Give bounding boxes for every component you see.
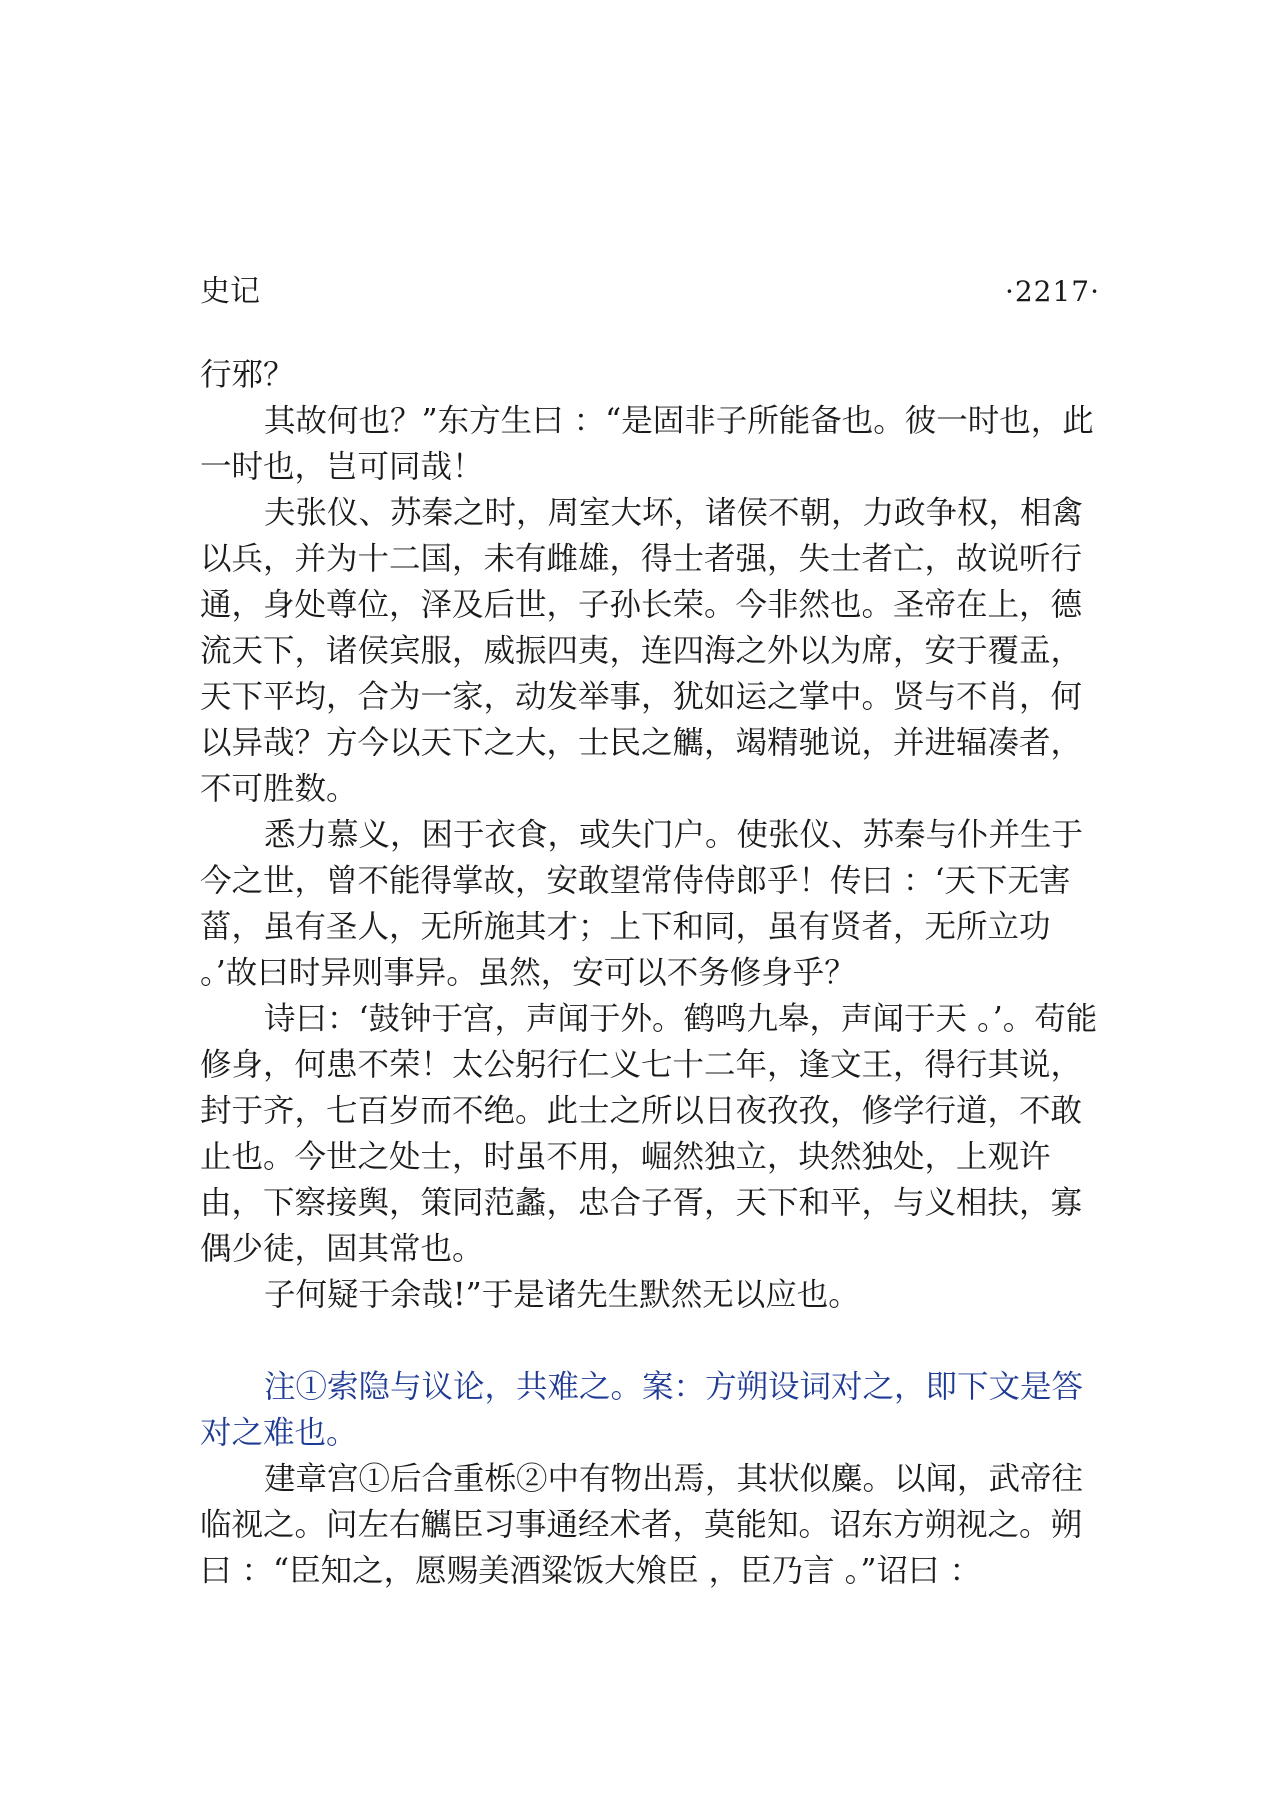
paragraph-dongfang-reply: 其故何也？”东方生曰 ：“是固非子所能备也。彼一时也，此一时也，岂可同哉！	[200, 403, 1094, 485]
paragraph-devotion: 悉力慕义，困于衣食，或失门户。使张仪、苏秦与仆并生于今之世，曾不能得掌故，安敢望常侍侍郎乎！传曰 ：‘天下无害菑，虽有圣人，无所施其才；上下和同，虽有贤者，无所立功 。’故曰时异则事异。虽然，安可以不务修身乎？	[200, 817, 1084, 991]
paragraph-conclusion: 子何疑于余哉!”于是诸先生默然无以应也。	[264, 1277, 860, 1313]
paragraph-jianzhang-palace: 建章宫①后合重栎②中有物出焉，其状似麋。以闻，武帝往临视之。问左右觽臣习事通经术者，莫能知。诏东方朔视之。朔曰 ：“臣知之，愿赐美酒粱饭大飧臣 ，臣乃言 。”诏曰 ：	[200, 1461, 1084, 1589]
page-number: ·2217·	[1004, 275, 1100, 308]
paragraph-zhangyi-suqin: 夫张仪、苏秦之时，周室大坏，诸侯不朝，力政争权，相禽以兵，并为十二国，未有雌雄，得士者强，失士者亡，故说听行通，身处尊位，泽及后世，子孙长荣。今非然也。圣帝在上，德流天下，诸侯宾服，威振四夷，连四海之外以为席，安于覆盂，天下平均，合为一家，动发举事，犹如运之掌中。贤与不肖，何以异哉？方今以天下之大，士民之觽，竭精驰说，并进辐凑者，不可胜数。	[200, 495, 1084, 807]
book-title: 史记	[200, 274, 260, 309]
annotation-note: 注①索隐与议论，共难之。案：方朔设词对之，即下文是答对之难也。	[200, 1369, 1084, 1451]
running-header	[200, 272, 1100, 312]
paragraph-poem-quote: 诗曰：‘鼓钟于宫，声闻于外。鹤鸣九皋，声闻于天 。’。苟能修身，何患不荣！太公躬行仁义七十二年，逢文王，得行其说，封于齐，七百岁而不绝。此士之所以日夜孜孜，修学行道，不敢止也。今世之处士，时虽不用，崛然独立，块然独处，上观许由，下察接舆，策同范蠡，忠合子胥，天下和平，与义相扶，寡偶少徒，固其常也。	[200, 1001, 1098, 1267]
body-text	[200, 352, 1100, 1594]
paragraph-opening-fragment: 行邪？	[200, 357, 295, 393]
paragraph-gap	[200, 1318, 1100, 1364]
